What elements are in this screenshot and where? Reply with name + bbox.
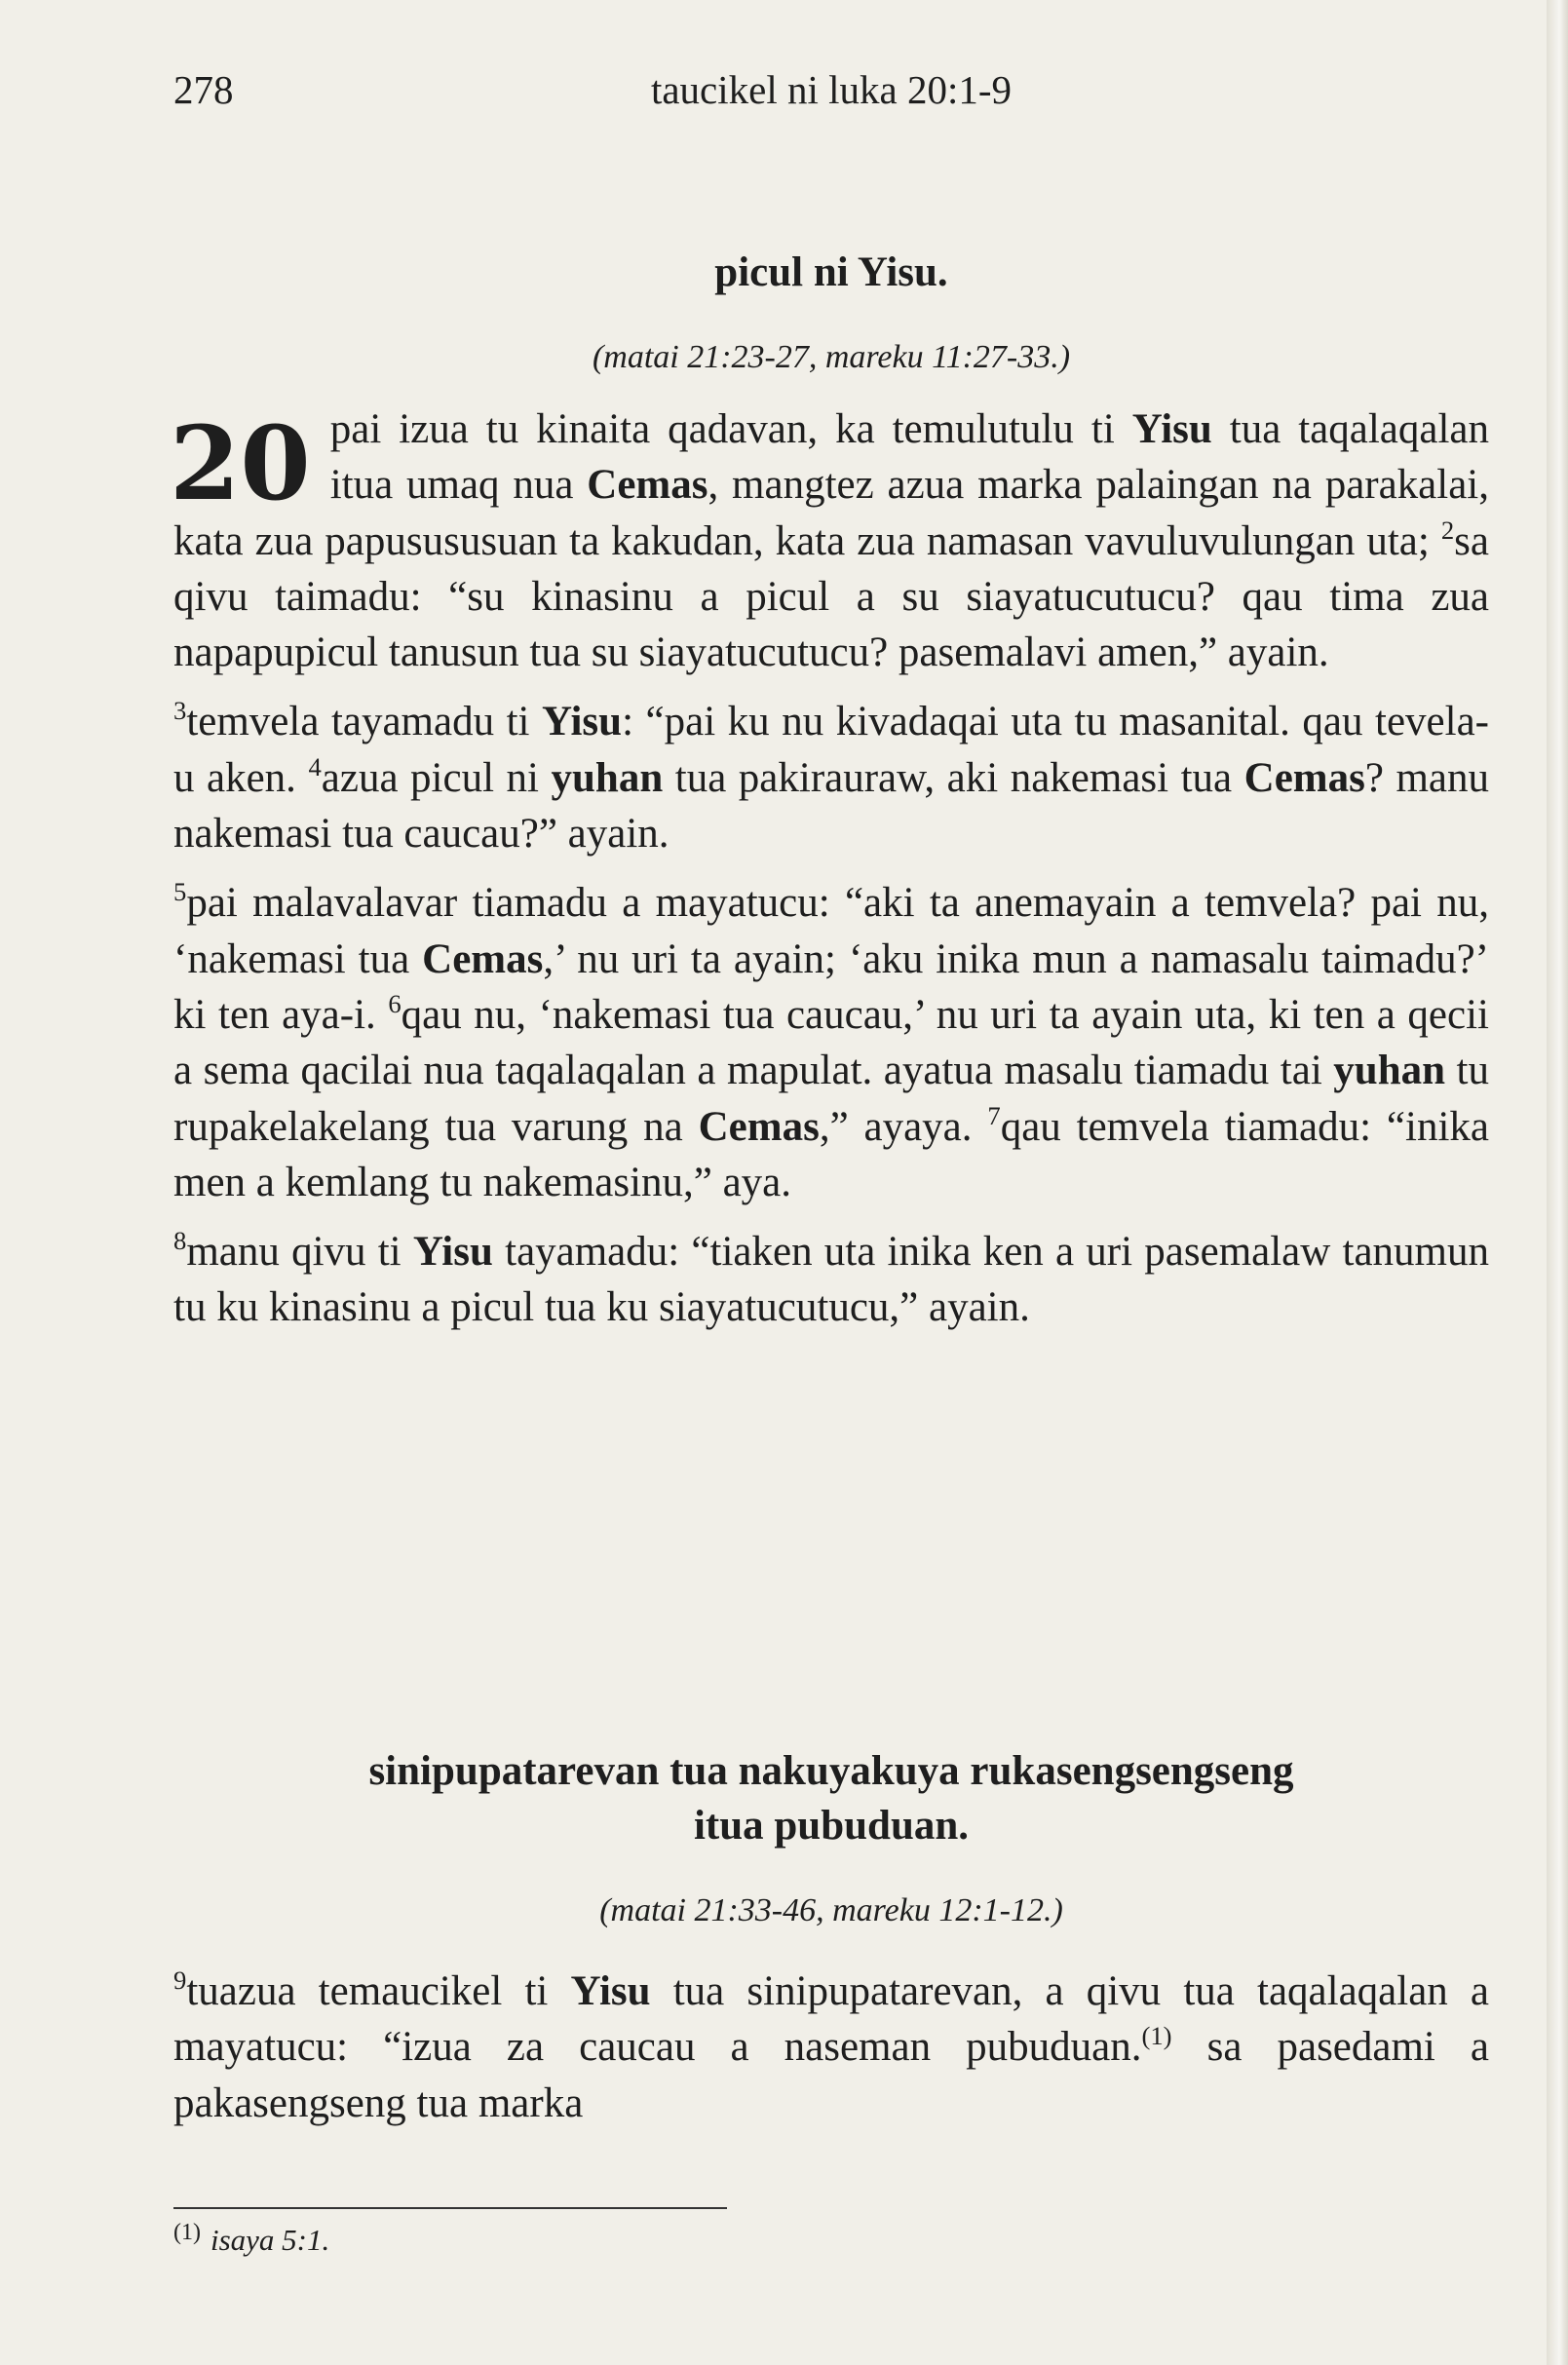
verse-number: 8	[173, 1226, 187, 1256]
name-yisu: Yisu	[542, 699, 623, 745]
verse-number: 9	[173, 1965, 187, 1996]
footnote-text: isaya 5:1.	[210, 2222, 330, 2257]
verse-number: 2	[1440, 515, 1455, 545]
name-yuhan: yuhan	[551, 754, 664, 801]
footnote-marker: (1)	[1141, 2021, 1172, 2051]
footnote	[173, 2220, 329, 2258]
name-cemas: Cemas	[1243, 754, 1365, 801]
name-yisu: Yisu	[1131, 406, 1212, 452]
name-cemas: Cemas	[422, 935, 544, 982]
page-edge	[1547, 0, 1568, 2365]
book-reference: taucikel ni luka 20:1-9	[650, 67, 1013, 112]
footnote-mark: (1)	[173, 2220, 201, 2245]
name-yisu: Yisu	[412, 1229, 493, 1276]
section-title: picul ni Yisu.	[714, 249, 948, 295]
running-head	[173, 66, 1489, 125]
cross-reference: (matai 21:23-27, mareku 11:27-33.)	[592, 339, 1071, 375]
verse-number: 6	[388, 988, 402, 1018]
chapter-number: 20	[170, 403, 311, 523]
cross-reference: (matai 21:33-46, mareku 12:1-12.)	[599, 1892, 1063, 1928]
main-text-block	[170, 401, 1490, 1336]
name-yuhan: yuhan	[1333, 1048, 1446, 1094]
name-cemas: Cemas	[698, 1103, 820, 1150]
paragraph: $^5$pai malavalavar tiamadu a mayatucu: “aki ta anemayain a temvela? pai nu, ‘nakemasi tua Cemas,’ nu uri ta ayain; ‘aku inika mun a namasalu taimadu?’ ki ten aya-i. $^6$qau nu, ‘nakemasi tua caucau,’ nu uri ta ayain uta, ki ten a qecii a sema qacilai nua taqalaqalan a mapulat. ayatua masalu tiamadu tai yuhan tu rupakelakelang tua varung na Cemas,” ayaya. $^7$qau temvela tiamadu: “inika men a kemlang tu nakemasinu,” aya.	[173, 877, 1490, 1205]
verse-number: 7	[987, 1100, 1001, 1130]
name-cemas: Cemas	[587, 462, 708, 509]
verse-number: 5	[173, 877, 187, 907]
verse-number: 4	[308, 751, 322, 782]
section-title: sinipupatarevan tua nakuyakuya rukasengsengseng itua pubuduan.	[368, 1748, 1294, 1849]
paragraph: $^3$temvela tayamadu ti Yisu: “pai ku nu kivadaqai uta tu masanital. qau tevela-u aken. $^4$azua picul ni yuhan tua pakirauraw, aki nakemasi tua Cemas? manu nakemasi tua caucau?” ayain.	[173, 696, 1489, 858]
paragraph: $^8$manu qivu ti Yisu tayamadu: “tiaken uta inika ken a uri pasemalaw tanumun tu ku kinasinu a picul tua ku siayatucutucu,” ayain.	[173, 1226, 1490, 1331]
paragraph: 20 pai izua tu kinaita qadavan, ka temulutulu ti Yisu tua taqalaqalan itua umaq nua Cemas, mangtez azua marka palaingan na parakalai, kata zua papusususuan ta kakudan, kata zua namasan vavuluvulungan uta; $^2$sa qivu taimadu: “su kinasinu a picul a su siayatucutucu? qau tima zua napapupicul tanusun tua su siayatucutucu? pasemalavi amen,” ayain.	[170, 403, 1489, 676]
verse-number: 3	[173, 696, 187, 726]
name-yisu: Yisu	[570, 1968, 651, 2014]
paragraph: $^9$tuazua temaucikel ti Yisu tua sinipupatarevan, a qivu tua taqalaqalan a mayatucu: “izua za caucau a naseman pubuduan.$^{(1)}$ sa pasedami a pakasengseng tua marka	[173, 1965, 1490, 2126]
page-number: 278	[173, 67, 234, 112]
main-text-block	[173, 1964, 1489, 2131]
footnote-divider	[173, 2207, 727, 2209]
